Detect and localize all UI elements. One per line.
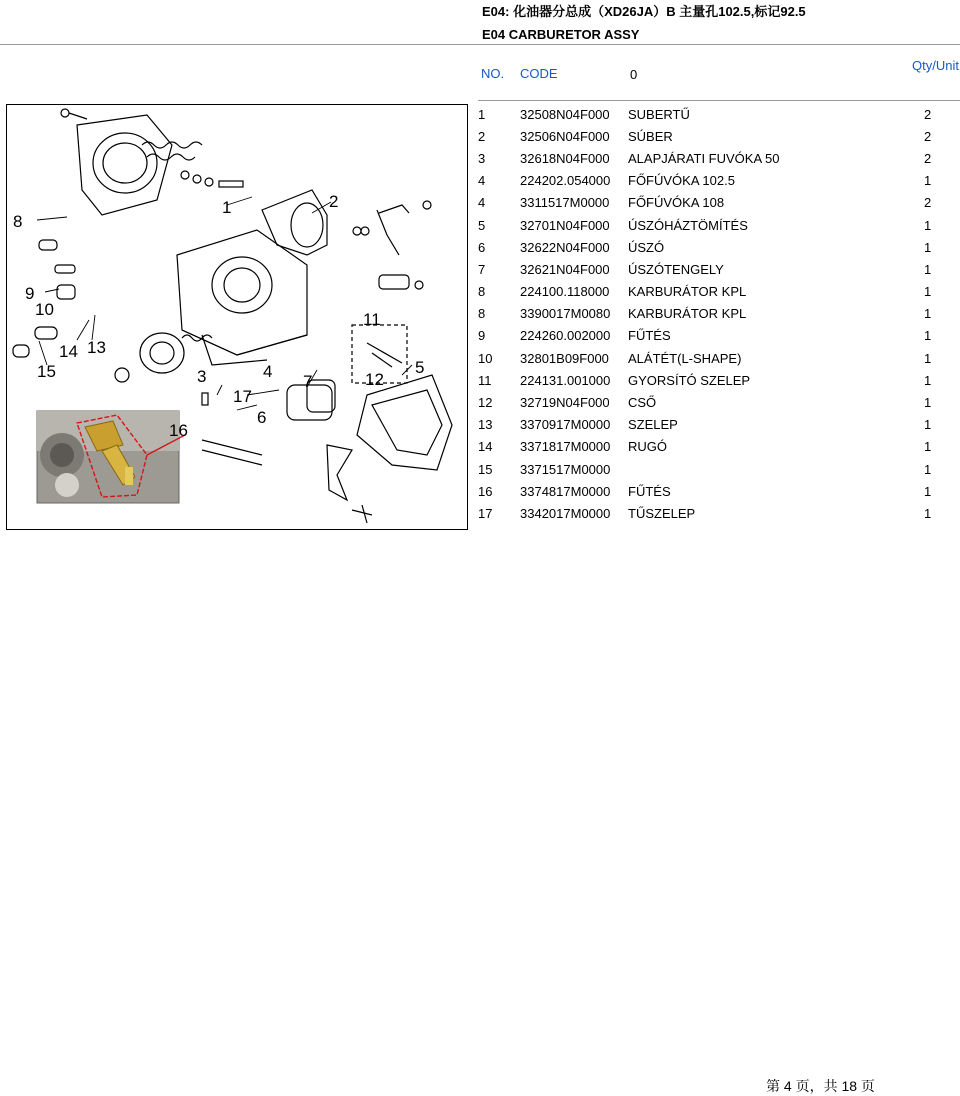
column-header-no: NO. bbox=[481, 66, 505, 81]
callout-7: 7 bbox=[303, 372, 313, 391]
part-number: 10 bbox=[478, 350, 493, 366]
table-row bbox=[478, 192, 960, 214]
table-row bbox=[478, 281, 960, 303]
table-row bbox=[478, 258, 960, 280]
part-quantity: 1 bbox=[924, 284, 932, 300]
throttle-lever bbox=[327, 445, 352, 500]
callout-1: 1 bbox=[222, 198, 232, 217]
callout-8: 8 bbox=[13, 212, 23, 231]
part-description: CSŐ bbox=[628, 395, 657, 411]
part-description: TŰSZELEP bbox=[628, 505, 696, 521]
part-description: SÚBER bbox=[628, 128, 673, 144]
table-row bbox=[478, 147, 960, 169]
part-description: ALÁTÉT(L-SHAPE) bbox=[628, 350, 742, 366]
table-row bbox=[478, 103, 960, 125]
parts-table bbox=[478, 103, 960, 525]
part-number: 17 bbox=[478, 505, 493, 521]
part-code: 32621N04F000 bbox=[520, 261, 610, 277]
part-number: 16 bbox=[478, 483, 493, 499]
column-header-desc: 0 bbox=[630, 67, 638, 82]
part-number: 9 bbox=[478, 328, 486, 344]
part-quantity: 2 bbox=[924, 195, 932, 211]
page-footer: 第 4 页，共 18 页 bbox=[766, 1078, 875, 1094]
table-row bbox=[478, 325, 960, 347]
page-header bbox=[482, 3, 960, 44]
part-quantity: 1 bbox=[924, 217, 932, 233]
part-description: RUGÓ bbox=[628, 439, 667, 455]
part-quantity: 1 bbox=[924, 239, 932, 255]
callout-12: 12 bbox=[365, 370, 384, 389]
part-code: 224260.002000 bbox=[520, 328, 611, 344]
photo-inset bbox=[37, 411, 185, 503]
slide bbox=[262, 190, 327, 255]
table-row bbox=[478, 170, 960, 192]
part-number: 15 bbox=[478, 461, 493, 477]
part-number: 6 bbox=[478, 239, 486, 255]
part-code: 3371817M0000 bbox=[520, 439, 611, 455]
part-description: FŰTÉS bbox=[628, 328, 671, 344]
part-quantity: 1 bbox=[924, 306, 932, 322]
part-description: KARBURÁTOR KPL bbox=[628, 306, 747, 322]
part-description: ALAPJÁRATI FUVÓKA 50 bbox=[628, 150, 780, 166]
table-row bbox=[478, 125, 960, 147]
part-number: 11 bbox=[478, 372, 492, 388]
callout-4: 4 bbox=[263, 362, 273, 381]
part-quantity: 1 bbox=[924, 372, 932, 388]
carburetor-drawing bbox=[7, 105, 467, 529]
part-code: 224131.001000 bbox=[520, 372, 611, 388]
part-quantity: 1 bbox=[924, 261, 932, 277]
part-number: 4 bbox=[478, 173, 486, 189]
float-bowl bbox=[357, 375, 452, 470]
part-quantity: 1 bbox=[924, 173, 932, 189]
callout-2: 2 bbox=[329, 192, 339, 211]
part-quantity: 2 bbox=[924, 128, 932, 144]
table-row bbox=[478, 303, 960, 325]
part-quantity: 1 bbox=[924, 350, 932, 366]
part-description: FŐFÚVÓKA 102.5 bbox=[628, 173, 735, 189]
part-description: FŐFÚVÓKA 108 bbox=[628, 195, 725, 211]
part-description: SZELEP bbox=[628, 417, 678, 433]
part-description: ÚSZÓ bbox=[628, 239, 665, 255]
part-description: SUBERTŰ bbox=[628, 106, 690, 122]
part-number: 5 bbox=[478, 217, 486, 233]
callout-6: 6 bbox=[257, 408, 267, 427]
part-description: ÚSZÓTENGELY bbox=[628, 261, 724, 277]
table-row bbox=[478, 236, 960, 258]
heater-ring bbox=[140, 333, 184, 373]
part-code: 32622N04F000 bbox=[520, 239, 610, 255]
callout-15: 15 bbox=[37, 362, 56, 381]
part-code: 3311517M0000 bbox=[520, 195, 610, 211]
part-quantity: 1 bbox=[924, 395, 932, 411]
part-code: 32618N04F000 bbox=[520, 150, 610, 166]
header-divider bbox=[0, 44, 960, 45]
tube bbox=[202, 440, 262, 465]
callout-9: 9 bbox=[25, 284, 35, 303]
table-row bbox=[478, 502, 960, 524]
callout-16: 16 bbox=[169, 421, 188, 440]
table-row bbox=[478, 347, 960, 369]
part-code: 32508N04F000 bbox=[520, 106, 610, 122]
callout-13: 13 bbox=[87, 338, 106, 357]
part-code: 224202.054000 bbox=[520, 173, 611, 189]
callout-3: 3 bbox=[197, 367, 207, 386]
table-row bbox=[478, 458, 960, 480]
part-number: 8 bbox=[478, 284, 486, 300]
part-code: 3342017M0000 bbox=[520, 505, 611, 521]
part-code: 3371517M0000 bbox=[520, 461, 611, 477]
table-row bbox=[478, 369, 960, 391]
exploded-diagram bbox=[6, 104, 468, 530]
part-number: 8 bbox=[478, 306, 486, 322]
part-quantity: 1 bbox=[924, 439, 932, 455]
callout-17: 17 bbox=[233, 387, 252, 406]
callout-14: 14 bbox=[59, 342, 78, 361]
part-quantity: 1 bbox=[924, 483, 932, 499]
part-number: 14 bbox=[478, 439, 493, 455]
part-code: 3390017M0080 bbox=[520, 306, 611, 322]
part-code: 3374817M0000 bbox=[520, 483, 611, 499]
part-description: FŰTÉS bbox=[628, 483, 671, 499]
part-quantity: 2 bbox=[924, 150, 932, 166]
part-quantity: 1 bbox=[924, 417, 932, 433]
intake-flange bbox=[77, 115, 172, 215]
part-quantity: 1 bbox=[924, 328, 932, 344]
table-row bbox=[478, 436, 960, 458]
column-header-divider bbox=[478, 100, 960, 101]
part-number: 13 bbox=[478, 417, 493, 433]
part-quantity: 1 bbox=[924, 461, 932, 477]
part-quantity: 1 bbox=[924, 505, 932, 521]
title-english: E04 CARBURETOR ASSY bbox=[482, 27, 640, 42]
part-number: 1 bbox=[478, 106, 486, 122]
table-row bbox=[478, 414, 960, 436]
part-quantity: 2 bbox=[924, 106, 932, 122]
callout-11: 11 bbox=[363, 310, 381, 329]
part-code: 3370917M0000 bbox=[520, 417, 611, 433]
part-description bbox=[628, 458, 924, 480]
part-number: 7 bbox=[478, 261, 486, 277]
part-code: 32719N04F000 bbox=[520, 395, 610, 411]
table-row bbox=[478, 480, 960, 502]
title-chinese: E04: 化油器分总成（XD26JA）B 主量孔102.5,标记92.5 bbox=[482, 4, 806, 19]
table-row bbox=[478, 214, 960, 236]
callout-10: 10 bbox=[35, 300, 54, 319]
part-number: 12 bbox=[478, 395, 493, 411]
column-header-code: CODE bbox=[520, 66, 558, 81]
part-description: GYORSÍTÓ SZELEP bbox=[628, 372, 751, 388]
part-code: 32801B09F000 bbox=[520, 350, 609, 366]
part-number: 3 bbox=[478, 150, 486, 166]
column-header-qty: Qty/Unit bbox=[912, 58, 959, 73]
part-code: 224100.118000 bbox=[520, 284, 610, 300]
part-code: 32701N04F000 bbox=[520, 217, 610, 233]
callout-5: 5 bbox=[415, 358, 425, 377]
part-description: KARBURÁTOR KPL bbox=[628, 284, 747, 300]
part-code: 32506N04F000 bbox=[520, 128, 610, 144]
part-description: ÚSZÓHÁZTÖMÍTÉS bbox=[628, 217, 748, 233]
table-row bbox=[478, 391, 960, 413]
part-number: 2 bbox=[478, 128, 486, 144]
part-number: 4 bbox=[478, 195, 486, 211]
